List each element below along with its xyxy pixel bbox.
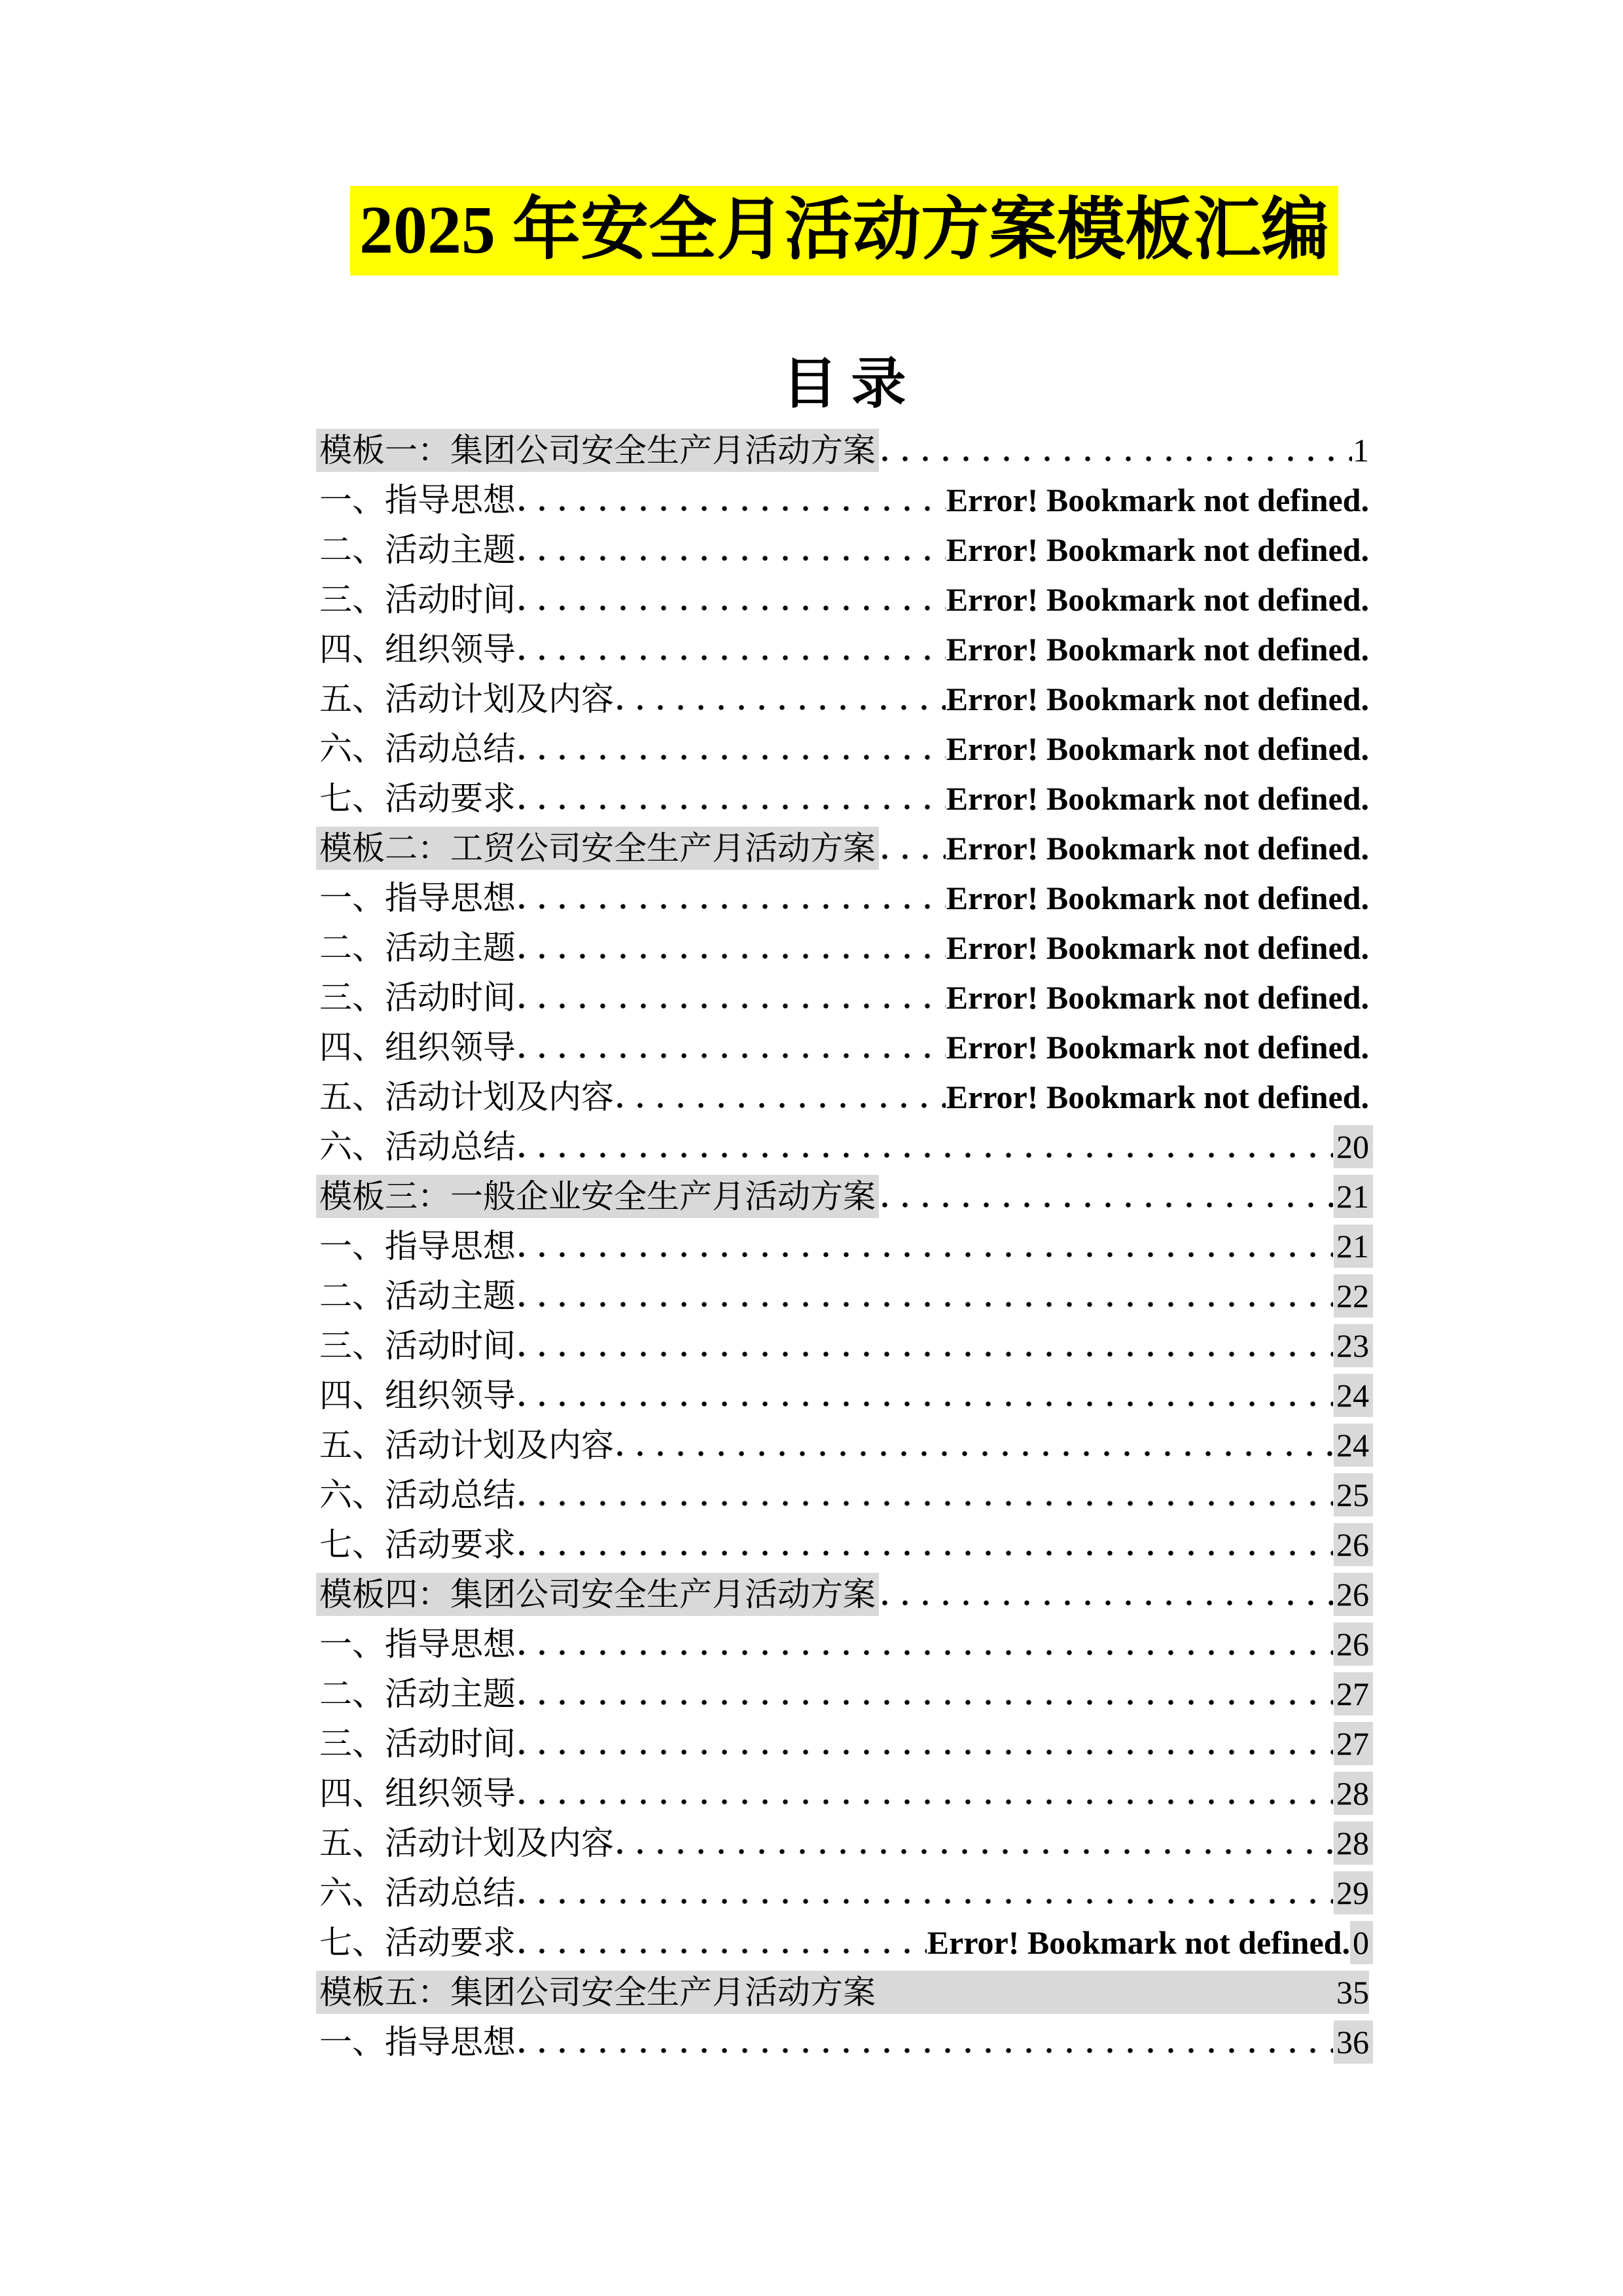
toc-entry-label: 一、指导思想 <box>319 482 516 519</box>
toc-entry[interactable] <box>319 1221 1369 1271</box>
page-number: 20 <box>1334 1125 1373 1168</box>
dot-leader <box>518 528 946 571</box>
toc-entry-label: 六、活动总结 <box>319 1874 516 1912</box>
toc-entry-label: 三、活动时间 <box>319 1725 516 1763</box>
toc-entry[interactable] <box>319 1321 1369 1371</box>
toc-entry[interactable] <box>319 1022 1369 1072</box>
toc-entry-label: 五、活动计划及内容 <box>319 1825 614 1862</box>
toc-entry[interactable] <box>319 1570 1369 1619</box>
dot-leader <box>518 1722 1333 1765</box>
toc-entry[interactable] <box>319 1420 1369 1470</box>
toc-entry-label: 七、活动要求 <box>319 780 516 817</box>
dot-leader <box>518 1225 1333 1268</box>
page-number: 26 <box>1334 1573 1373 1616</box>
toc-entry[interactable] <box>319 1868 1369 1918</box>
page-number: 28 <box>1334 1772 1373 1815</box>
dot-leader <box>616 1821 1333 1865</box>
toc-entry-label: 二、活动主题 <box>319 1676 516 1713</box>
page-number: 21 <box>1334 1225 1373 1268</box>
page-number: 1 <box>1353 432 1369 469</box>
dot-leader <box>882 1175 1333 1218</box>
error-bookmark-text: Error! Bookmark not defined. <box>946 681 1369 718</box>
dot-leader <box>882 429 1352 472</box>
page-number: 26 <box>1334 1623 1373 1666</box>
toc-entry[interactable] <box>319 575 1369 624</box>
dot-leader <box>882 1971 1336 2014</box>
toc-entry-label: 模板三：一般企业安全生产月活动方案 <box>316 1175 879 1218</box>
toc-entry[interactable] <box>319 1072 1369 1122</box>
dot-leader <box>518 976 946 1019</box>
dot-leader <box>518 876 946 920</box>
toc-entry[interactable] <box>319 1918 1369 1967</box>
dot-leader <box>518 2020 1333 2064</box>
page-number: 25 <box>1334 1473 1373 1516</box>
dot-leader <box>518 1125 1333 1168</box>
toc-entry-label: 一、指导思想 <box>319 1626 516 1663</box>
page-number: 27 <box>1334 1672 1373 1715</box>
page-number: 28 <box>1334 1821 1373 1865</box>
page-number: 26 <box>1334 1523 1373 1566</box>
toc-entry-label: 三、活动时间 <box>319 581 516 619</box>
page-number: 36 <box>1334 2020 1373 2064</box>
dot-leader <box>518 1374 1333 1417</box>
dot-leader <box>518 1274 1333 1318</box>
toc-entry-label: 六、活动总结 <box>319 1128 516 1166</box>
toc-entry[interactable] <box>319 873 1369 923</box>
toc-entry-label: 四、组织领导 <box>319 1775 516 1812</box>
error-bookmark-text: Error! Bookmark not defined. <box>946 631 1369 668</box>
toc-list <box>319 425 1369 2067</box>
dot-leader <box>518 628 946 671</box>
dot-leader <box>518 578 946 621</box>
dot-leader <box>518 1772 1333 1815</box>
toc-entry-label: 七、活动要求 <box>319 1924 516 1962</box>
toc-entry-label: 五、活动计划及内容 <box>319 681 614 718</box>
toc-entry[interactable] <box>319 1371 1369 1420</box>
page-number: 29 <box>1334 1871 1373 1914</box>
dot-leader <box>882 827 946 870</box>
toc-entry-label: 一、指导思想 <box>319 1228 516 1265</box>
page-number: 0 <box>1350 1921 1373 1964</box>
toc-entry[interactable] <box>319 1122 1369 1172</box>
dot-leader <box>518 777 946 820</box>
dot-leader <box>518 1473 1333 1516</box>
toc-entry[interactable] <box>319 475 1369 525</box>
toc-entry[interactable] <box>319 1719 1369 1768</box>
dot-leader <box>518 926 946 969</box>
page-number: 22 <box>1334 1274 1373 1318</box>
toc-entry[interactable] <box>319 1768 1369 1818</box>
toc-entry-label: 模板四：集团公司安全生产月活动方案 <box>316 1573 879 1616</box>
error-bookmark-text: Error! Bookmark not defined. <box>927 1924 1350 1962</box>
dot-leader <box>518 478 946 522</box>
error-bookmark-text: Error! Bookmark not defined. <box>946 730 1369 768</box>
toc-entry[interactable] <box>319 1271 1369 1321</box>
toc-entry[interactable] <box>319 1619 1369 1669</box>
error-bookmark-text: Error! Bookmark not defined. <box>946 1029 1369 1066</box>
toc-entry[interactable] <box>319 525 1369 575</box>
toc-entry-label: 模板一：集团公司安全生产月活动方案 <box>316 429 879 472</box>
dot-leader <box>616 677 946 721</box>
toc-entry[interactable] <box>319 823 1369 873</box>
toc-entry[interactable] <box>319 1967 1369 2017</box>
dot-leader <box>518 1026 946 1069</box>
toc-entry-label: 五、活动计划及内容 <box>319 1427 614 1464</box>
toc-entry-label: 四、组织领导 <box>319 1377 516 1414</box>
toc-entry[interactable] <box>319 425 1369 475</box>
page-number: 23 <box>1334 1324 1373 1367</box>
error-bookmark-text: Error! Bookmark not defined. <box>946 780 1369 817</box>
dot-leader <box>616 1424 1333 1467</box>
page-number: 24 <box>1334 1424 1373 1467</box>
toc-entry-label: 一、指导思想 <box>319 2024 516 2061</box>
document-title <box>319 192 1369 268</box>
toc-entry-label: 二、活动主题 <box>319 531 516 569</box>
toc-entry-label: 六、活动总结 <box>319 1477 516 1514</box>
error-bookmark-text: Error! Bookmark not defined. <box>946 531 1369 569</box>
page-number: 27 <box>1334 1722 1373 1765</box>
dot-leader <box>882 1573 1333 1616</box>
toc-entry[interactable] <box>319 724 1369 774</box>
toc-entry-label: 三、活动时间 <box>319 979 516 1016</box>
toc-entry[interactable] <box>319 2017 1369 2067</box>
toc-entry-label: 模板五：集团公司安全生产月活动方案 <box>316 1971 879 2014</box>
toc-entry-label: 二、活动主题 <box>319 929 516 967</box>
toc-entry[interactable] <box>319 774 1369 823</box>
toc-entry[interactable] <box>319 1818 1369 1868</box>
toc-entry-label: 四、组织领导 <box>319 631 516 668</box>
toc-entry[interactable] <box>319 1172 1369 1221</box>
dot-leader <box>518 1623 1333 1666</box>
toc-entry-label: 二、活动主题 <box>319 1278 516 1315</box>
error-bookmark-text: Error! Bookmark not defined. <box>946 581 1369 619</box>
page-number: 24 <box>1334 1374 1373 1417</box>
page-number: 35 <box>1336 1974 1369 2011</box>
error-bookmark-text: Error! Bookmark not defined. <box>946 830 1369 867</box>
document-title-text: 2025 年安全月活动方案模板汇编 <box>350 186 1338 276</box>
dot-leader <box>518 727 946 770</box>
error-bookmark-text: Error! Bookmark not defined. <box>946 979 1369 1016</box>
error-bookmark-text: Error! Bookmark not defined. <box>946 1079 1369 1116</box>
toc-entry[interactable] <box>319 1669 1369 1719</box>
toc-entry[interactable] <box>319 973 1369 1022</box>
dot-leader <box>518 1523 1333 1566</box>
toc-entry[interactable] <box>319 624 1369 674</box>
toc-entry-label: 七、活动要求 <box>319 1526 516 1564</box>
toc-heading: 目 录 <box>782 354 906 415</box>
toc-entry[interactable] <box>319 923 1369 973</box>
toc-entry-label: 六、活动总结 <box>319 730 516 768</box>
error-bookmark-text: Error! Bookmark not defined. <box>946 482 1369 519</box>
toc-entry[interactable] <box>319 1520 1369 1570</box>
toc-entry-label: 三、活动时间 <box>319 1327 516 1365</box>
toc-entry-label: 模板二：工贸公司安全生产月活动方案 <box>316 827 879 870</box>
error-bookmark-text: Error! Bookmark not defined. <box>946 929 1369 967</box>
toc-entry[interactable] <box>319 674 1369 724</box>
toc-entry-label: 五、活动计划及内容 <box>319 1079 614 1116</box>
dot-leader <box>518 1921 927 1964</box>
toc-entry-label: 一、指导思想 <box>319 880 516 917</box>
dot-leader <box>518 1871 1333 1914</box>
dot-leader <box>518 1324 1333 1367</box>
toc-entry-label: 四、组织领导 <box>319 1029 516 1066</box>
dot-leader <box>616 1075 946 1119</box>
toc-entry[interactable] <box>319 1470 1369 1520</box>
error-bookmark-text: Error! Bookmark not defined. <box>946 880 1369 917</box>
dot-leader <box>518 1672 1333 1715</box>
page-number: 21 <box>1334 1175 1373 1218</box>
